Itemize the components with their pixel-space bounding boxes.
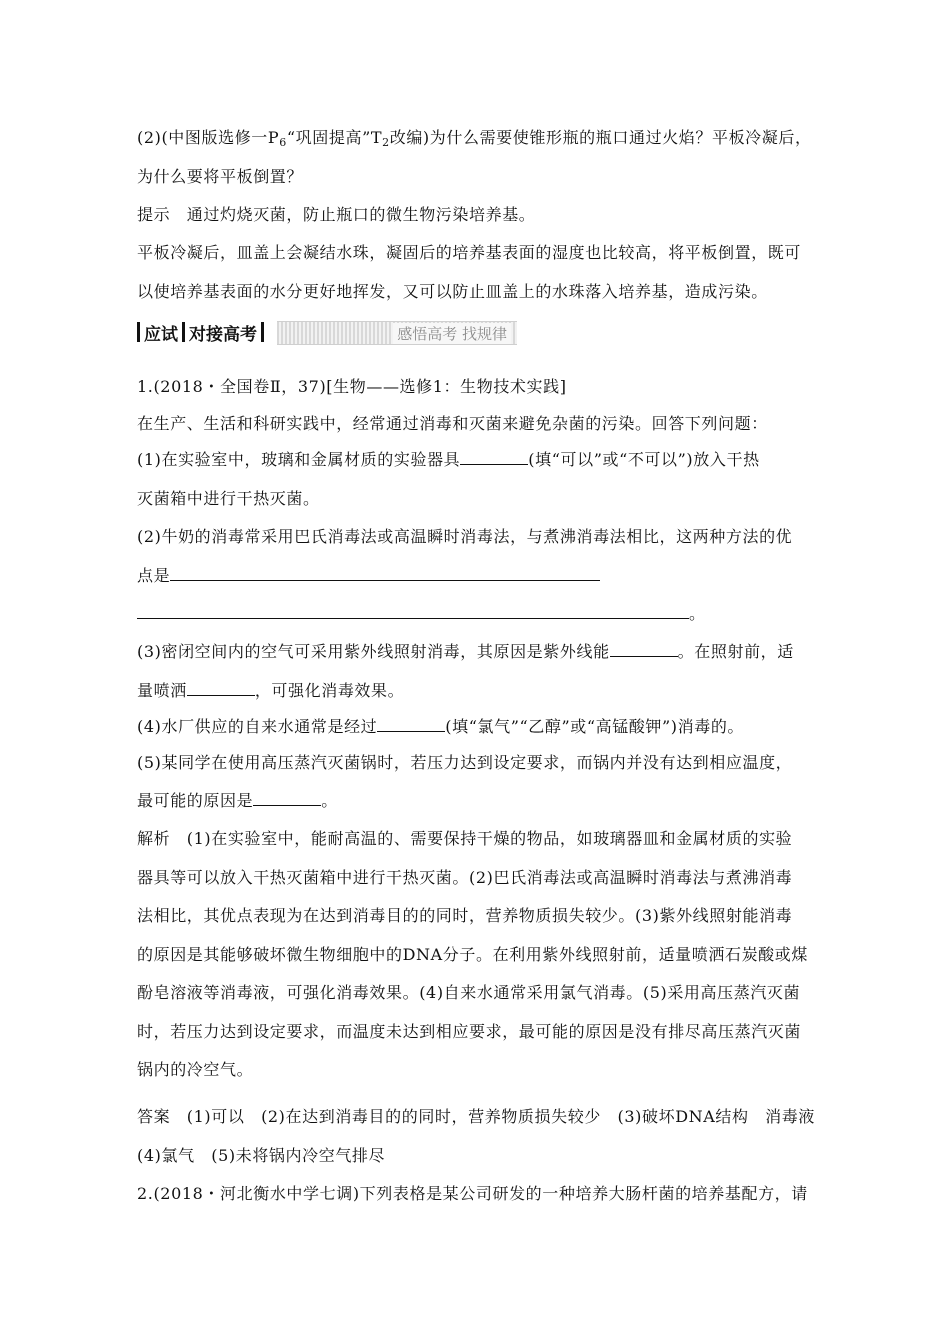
section-header — [137, 318, 517, 346]
analysis-line4: 的原因是其能够破坏微生物细胞中的DNA分子。在利用紫外线照射前，适量喷洒石炭酸或煤 — [137, 945, 808, 964]
hint-line3: 以使培养基表面的水分更好地挥发，又可以防止皿盖上的水珠落入培养基，造成污染。 — [137, 282, 768, 301]
section-tag: 感悟高考 找规律 — [393, 323, 511, 344]
answer-blank — [377, 717, 445, 732]
q2-line2: 为什么要将平板倒置？ — [137, 167, 304, 186]
p1-title: 1.(2018・全国卷Ⅱ，37)[生物——选修1：生物技术实践] — [137, 377, 567, 396]
analysis-line5: 酚皂溶液等消毒液，可强化消毒效果。(4)自来水通常采用氯气消毒。(5)采用高压蒸汽灭菌 — [137, 983, 801, 1002]
p1-s4: (4)水厂供应的自来水通常是经过 (填“氯气”“乙醇”或“高锰酸钾”)消毒的。 — [137, 717, 745, 736]
section-band — [277, 321, 517, 345]
p1-s1-cont: 灭菌箱中进行干热灭菌。 — [137, 489, 320, 508]
answer-blank — [187, 681, 255, 696]
answer-blank — [610, 642, 678, 657]
analysis-line7: 锅内的冷空气。 — [137, 1060, 254, 1079]
analysis-line6: 时，若压力达到设定要求，而温度未达到相应要求，最可能的原因是没有排尽高压蒸汽灭菌 — [137, 1022, 802, 1041]
p1-s3: (3)密闭空间内的空气可采用紫外线照射消毒，其原因是紫外线能 。在照射前，适 — [137, 642, 794, 661]
p1-s1: (1)在实验室中，玻璃和金属材质的实验器具 (填“可以”或“不可以”)放入干热 — [137, 450, 760, 469]
section-title-part2: 对接高考 — [189, 324, 257, 345]
answer-blank — [253, 791, 321, 806]
q2-line1: (2)(中图版选修一P6“巩固提高”T2改编)为什么需要使锥形瓶的瓶口通过火焰？平板冷凝后， — [137, 128, 812, 149]
p2-title: 2.(2018・河北衡水中学七调)下列表格是某公司研发的一种培养大肠杆菌的培养基配方，请 — [137, 1184, 808, 1203]
analysis-line3: 法相比，其优点表现为在达到消毒目的的同时，营养物质损失较少。(3)紫外线照射能消毒 — [137, 906, 793, 925]
answer-blank-long — [170, 566, 600, 581]
answer-blank — [460, 450, 528, 465]
p1-s3-cont: 量喷洒 ，可强化消毒效果。 — [137, 681, 405, 700]
section-title-part1: 应试 — [144, 324, 178, 345]
section-title — [137, 318, 268, 346]
p1-s2-cont: 点是 — [137, 566, 600, 586]
analysis-line2: 器具等可以放入干热灭菌箱中进行干热灭菌。(2)巴氏消毒法或高温瞬时消毒法与煮沸消毒 — [137, 868, 793, 887]
analysis-line1: 解析 (1)在实验室中，能耐高温的、需要保持干燥的物品，如玻璃器皿和金属材质的实验 — [137, 829, 793, 848]
answer-blank-full — [137, 604, 689, 619]
p1-intro: 在生产、生活和科研实践中，经常通过消毒和灭菌来避免杂菌的污染。回答下列问题： — [137, 414, 768, 433]
p1-s2-end: 。 — [137, 604, 706, 624]
p1-s2: (2)牛奶的消毒常采用巴氏消毒法或高温瞬时消毒法，与煮沸消毒法相比，这两种方法的优 — [137, 527, 793, 546]
answer-line2: (4)氯气 (5)未将锅内冷空气排尽 — [137, 1146, 386, 1165]
p1-s5-cont: 最可能的原因是 。 — [137, 791, 338, 810]
hint-line2: 平板冷凝后，皿盖上会凝结水珠，凝固后的培养基表面的湿度也比较高，将平板倒置，既可 — [137, 243, 802, 262]
answer-line1: 答案 (1)可以 (2)在达到消毒目的的同时，营养物质损失较少 (3)破坏DNA结构 消毒液 — [137, 1107, 815, 1126]
hint: 提示 通过灼烧灭菌，防止瓶口的微生物污染培养基。 — [137, 205, 536, 224]
p1-s5: (5)某同学在使用高压蒸汽灭菌锅时，若压力达到设定要求，而锅内并没有达到相应温度， — [137, 753, 793, 772]
